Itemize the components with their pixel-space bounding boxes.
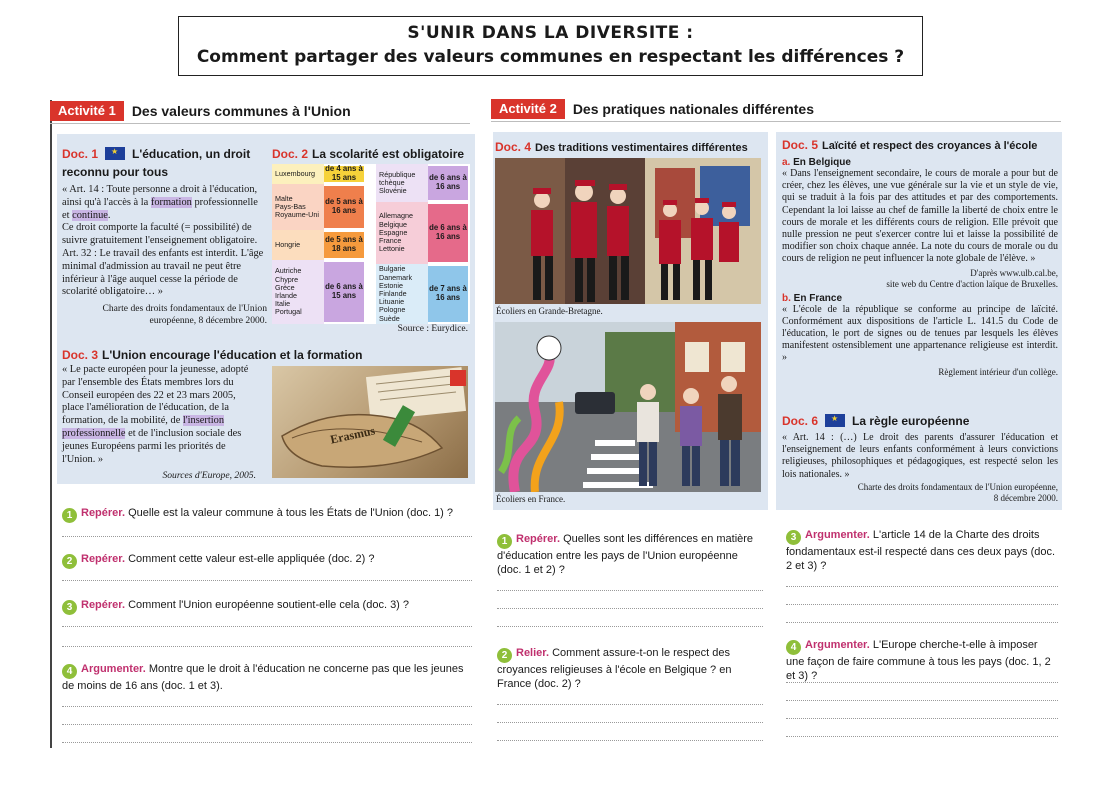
doc3-text-part: et de l'inclusion sociale des jeunes Européens parmi les priorités de l'Union. » — [62, 427, 242, 465]
doc2-left-age-range-1: de 5 ans à 16 ans — [324, 186, 364, 228]
answer-line[interactable] — [497, 626, 763, 627]
page-title-box — [178, 16, 923, 76]
a2-question-4 — [786, 638, 1058, 683]
page-subtitle: Comment partager des valeurs communes en respectant les différences ? — [196, 47, 905, 67]
doc6-text: « Art. 14 : (…) Le droit des parents d'assurer l'éducation et l'enseignement de leurs enfants conformément à leurs convictions religieuses, philosophiques et pédagogiques, est respecté selon les lois nationales. » — [782, 432, 1058, 480]
doc2-right-countries-0: République tchèque Slovénie — [376, 164, 428, 202]
doc4-label: Doc. 4 — [495, 140, 532, 154]
q-number-badge: 3 — [786, 530, 801, 545]
q-number-badge: 1 — [497, 534, 512, 549]
doc5-text-b: « L'école de la république se conforme au principe de laïcité. Conformément aux dispositions de l'article L. 141.5 du Code de l'éducation, le port de signes ou de tenues par lesquels les élèves manifestent ostensiblement une appartenance religieuse est interdit. » — [782, 303, 1058, 364]
q-number-badge: 4 — [786, 640, 801, 655]
q-number-badge: 4 — [62, 664, 77, 679]
answer-line[interactable] — [497, 740, 763, 741]
doc5-subheading-a-text: En Belgique — [793, 157, 851, 168]
activity2-title: Des pratiques nationales différentes — [572, 101, 814, 117]
activity2-badge: Activité 2 — [491, 99, 565, 119]
left-margin-line — [50, 100, 52, 748]
doc3-label: Doc. 3 — [62, 348, 99, 362]
activity1-header — [50, 101, 351, 121]
q-keyword: Repérer. — [516, 533, 561, 545]
answer-line[interactable] — [62, 536, 472, 537]
doc2-left-age-range-3: de 6 ans à 15 ans — [324, 262, 364, 322]
answer-line[interactable] — [786, 622, 1058, 623]
q-text: L'Europe cherche-t-elle à imposer une façon de faire commune à tous les pays (doc. 1, 2 et 3) ? — [786, 639, 1051, 682]
doc1-text-part: professionnelle et — [62, 196, 258, 221]
a1-question-3 — [62, 598, 472, 615]
answer-line[interactable] — [497, 722, 763, 723]
doc6-source-line2: 8 décembre 2000. — [993, 492, 1058, 503]
doc2-left-countries-1: Malte Pays-Bas Royaume-Uni — [272, 184, 324, 230]
doc2-label: Doc. 2 — [272, 147, 309, 161]
answer-line[interactable] — [62, 724, 472, 725]
q-text: Comment l'Union européenne soutient-elle cela (doc. 3) ? — [128, 599, 410, 611]
doc2-schooling-table — [272, 164, 470, 324]
q-keyword: Repérer. — [81, 507, 126, 519]
doc2-right-age-range-0: de 6 ans à 16 ans — [428, 166, 468, 200]
doc2-right-countries-1: Allemagne Belgique Espagne France Lettonie — [376, 202, 428, 264]
answer-line[interactable] — [786, 604, 1058, 605]
doc5-source-a-line1: D'après www.ulb.cal.be, — [970, 267, 1058, 278]
doc1-label: Doc. 1 — [62, 147, 99, 161]
doc1-paragraph-3: Art. 32 : Le travail des enfants est interdit. L'âge minimal d'admission au travail ne peut être inférieur à l'âge auquel cesse la période de scolarité obligatoire… » — [62, 247, 264, 298]
doc5-subheading-b — [782, 293, 1058, 304]
doc6-label: Doc. 6 — [782, 414, 819, 428]
doc2-left-countries-0: Luxembourg — [272, 164, 324, 184]
eu-flag-icon — [825, 414, 845, 427]
doc1-paragraph-2: Ce droit comporte la faculté (= possibilité) de suivre gratuitement l'enseignement obligatoire. — [62, 222, 258, 247]
schoolchildren-uk-illustration — [495, 158, 761, 304]
q-keyword: Argumenter. — [81, 663, 146, 675]
a2-question-1 — [497, 532, 759, 577]
answer-line[interactable] — [62, 646, 472, 647]
q-text: Comment cette valeur est-elle appliquée (doc. 2) ? — [128, 553, 375, 565]
activity1-title: Des valeurs communes à l'Union — [131, 103, 351, 119]
doc2-right-countries-2: Bulgarie Danemark Estonie Finlande Lituanie Pologne Suède — [376, 264, 428, 324]
caption-uk: Écoliers en Grande-Bretagne. — [496, 306, 603, 316]
photo-france — [495, 322, 761, 492]
doc3-header — [62, 346, 470, 364]
doc1-text — [62, 184, 267, 299]
doc3-title: L'Union encourage l'éducation et la formation — [102, 348, 363, 362]
a1-question-4 — [62, 662, 472, 693]
activity2-rule — [491, 121, 1061, 122]
answer-line[interactable] — [62, 580, 472, 581]
doc6 — [782, 412, 1058, 503]
answer-line[interactable] — [62, 706, 472, 707]
answer-line[interactable] — [62, 742, 472, 743]
doc1-source: Charte des droits fondamentaux de l'Union européenne, 8 décembre 2000. — [102, 303, 267, 326]
doc5-subheading-a — [782, 157, 1058, 168]
doc5-label: Doc. 5 — [782, 138, 819, 152]
q-number-badge: 2 — [62, 554, 77, 569]
q-number-badge: 3 — [62, 600, 77, 615]
activity1-rule — [50, 123, 470, 124]
q-text: Quelle est la valeur commune à tous les États de l'Union (doc. 1) ? — [128, 507, 454, 519]
doc1 — [62, 145, 267, 326]
erasmus-image-text: Erasmus — [328, 423, 377, 447]
page-title: S'UNIR DANS LA DIVERSITE : — [407, 23, 694, 43]
a1-question-2 — [62, 552, 472, 569]
q-keyword: Argumenter. — [805, 639, 870, 651]
q-text: Montre que le droit à l'éducation ne concerne pas que les jeunes de moins de 16 ans (doc. 1 et 3). — [62, 663, 464, 692]
erasmus-image — [272, 366, 468, 478]
doc3-source: Sources d'Europe, 2005. — [162, 470, 256, 481]
q-text: Comment assure-t-on le respect des croyances religieuses à l'école en Belgique ? en France (doc. 2) ? — [497, 647, 732, 690]
doc2-left-age-range-0: de 4 ans à 15 ans — [325, 164, 363, 182]
answer-line[interactable] — [786, 682, 1058, 683]
doc1-title: L'éducation, un droit reconnu pour tous — [62, 147, 251, 179]
activity1-badge: Activité 1 — [50, 101, 124, 121]
q-keyword: Argumenter. — [805, 529, 870, 541]
q-number-badge: 2 — [497, 648, 512, 663]
doc6-title: La règle européenne — [852, 414, 970, 428]
doc4-title: Des traditions vestimentaires différentes — [535, 142, 748, 154]
answer-line[interactable] — [786, 586, 1058, 587]
photo-great-britain — [495, 158, 761, 304]
q-text: L'article 14 de la Charte des droits fondamentaux est-il respecté dans ces deux pays (doc. 2 et 3) ? — [786, 529, 1056, 572]
doc3-text-part: « Le pacte européen pour la jeunesse, adopté par l'ensemble des États membres lors du Conseil européen des 22 et 23 mars 2005, place l'amélioration de l'éducation, de la formation, de la mobilité, de — [62, 364, 249, 427]
doc2-right-age-range-2: de 7 ans à 16 ans — [428, 266, 468, 322]
schoolchildren-france-illustration — [495, 322, 761, 492]
doc2-left-countries-3: Autriche Chypre Grèce Irlande Italie Portugal — [272, 260, 324, 324]
answer-line[interactable] — [786, 700, 1058, 701]
doc2-left-age-range-2: de 5 ans à 18 ans — [324, 232, 364, 258]
a2-question-2 — [497, 646, 763, 691]
doc5-source-b: Règlement intérieur d'un collège. — [938, 366, 1058, 377]
answer-line[interactable] — [497, 608, 763, 609]
doc6-source-line1: Charte des droits fondamentaux de l'Union européenne, — [857, 481, 1058, 492]
doc1-highlight-formation: formation — [150, 196, 192, 208]
doc5-title: Laïcité et respect des croyances à l'école — [822, 140, 1038, 152]
doc3-text — [62, 364, 258, 466]
a1-question-1 — [62, 506, 472, 523]
erasmus-illustration — [272, 366, 468, 478]
eu-flag-icon — [105, 147, 125, 160]
doc1-text-part: « Art. 14 : Toute personne a droit à l'éducation, ainsi qu'à l'accès à la — [62, 184, 258, 208]
q-keyword: Repérer. — [81, 553, 126, 565]
answer-line[interactable] — [786, 736, 1058, 737]
doc5-source-a-line2: site web du Centre d'action laïque de Bruxelles. — [886, 278, 1058, 289]
doc2-header — [272, 145, 472, 163]
caption-france: Écoliers en France. — [496, 494, 566, 504]
doc5-subheading-b-text: En France — [793, 292, 843, 304]
answer-line[interactable] — [497, 704, 763, 705]
doc4-header — [495, 138, 765, 156]
activity2-header — [491, 99, 814, 119]
q-keyword: Repérer. — [81, 599, 126, 611]
doc5-subheading-b-letter: b. — [782, 292, 791, 304]
doc2-left-countries-2: Hongrie — [272, 230, 324, 260]
doc2-title: La scolarité est obligatoire — [312, 147, 465, 161]
a2-question-3 — [786, 528, 1058, 573]
doc3-highlight: l'insertion professionnelle — [62, 415, 225, 439]
doc1-highlight-continue: continue — [72, 209, 108, 221]
q-number-badge: 1 — [62, 508, 77, 523]
q-keyword: Relier. — [516, 647, 550, 659]
doc5-text-a: « Dans l'enseignement secondaire, le cours de morale a pour but de créer, chez les élèves, une vue générale sur la vie et un style de vie, qui se traduit à la fois par des attitudes et par des comportements. Cependant la loi laisse au chef de famille la liberté de choix entre le cours de morale et les différents cours de religion. Elle prévoit que nulle pression ne peut s'exercer contre lui et laisse la possibilité de modifier son choix chaque année. La note du cours de morale ou du cours de religion ne peut influencer la note globale de l'élève. » — [782, 168, 1058, 265]
doc5 — [782, 136, 1058, 378]
doc1-text-part: . — [107, 209, 111, 221]
doc5-subheading-a-letter: a. — [782, 157, 791, 168]
answer-line[interactable] — [786, 718, 1058, 719]
q-text: Quelles sont les différences en matière d'éducation entre les pays de l'Union européenne (doc. 1 et 2) ? — [497, 533, 754, 576]
answer-line[interactable] — [497, 590, 763, 591]
answer-line[interactable] — [62, 626, 472, 627]
doc2-source: Source : Eurydice. — [397, 324, 468, 334]
doc2-right-age-range-1: de 6 ans à 16 ans — [428, 204, 468, 262]
